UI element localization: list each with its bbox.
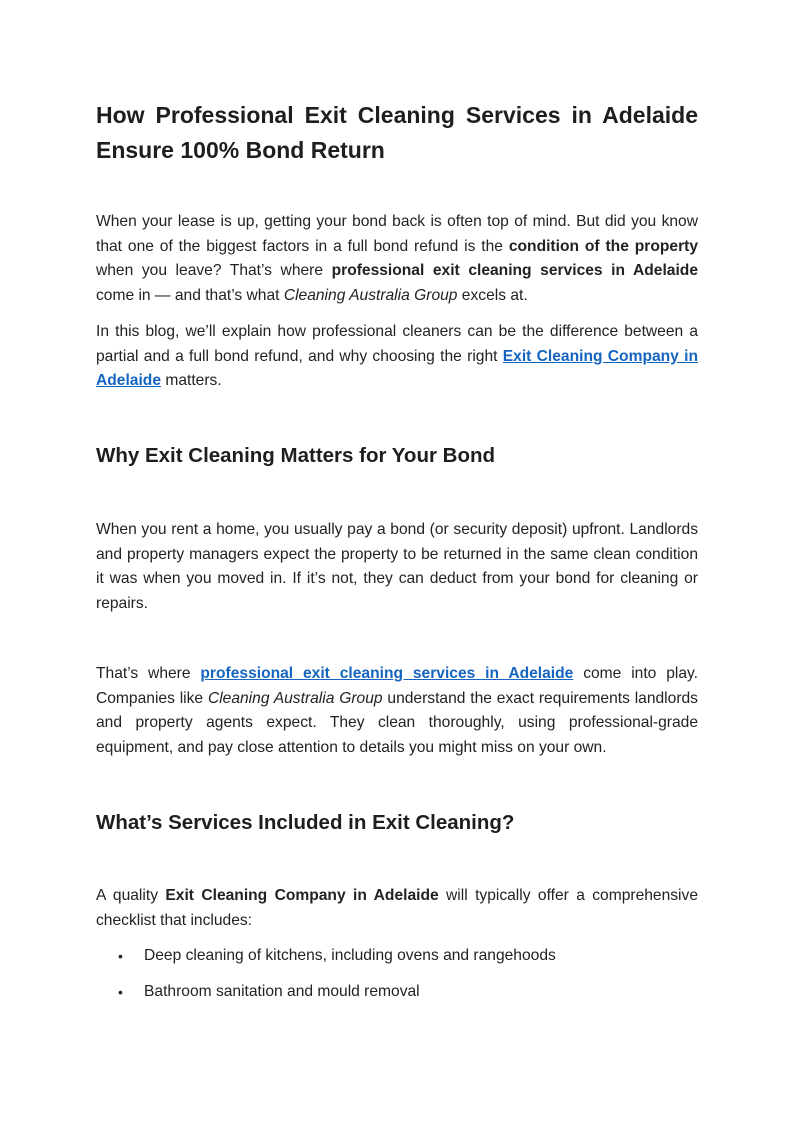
- intro-bold-services: professional exit cleaning services in Adelaide: [331, 262, 698, 280]
- bullet-icon: •: [118, 983, 123, 1000]
- list-item: [96, 980, 698, 1005]
- intro-bold-condition: condition of the property: [508, 237, 699, 255]
- intro-text-1: When your lease is up, getting your bond back is often top of mind. But did you know that one of the biggest factors in a full bond refund is the: [96, 213, 698, 255]
- services-paragraph: [96, 884, 698, 933]
- bond-paragraph-2: [96, 662, 698, 760]
- bond2-italic-company: Cleaning Australia Group: [207, 689, 383, 707]
- list-item-text: Deep cleaning of kitchens, including ovens and rangehoods: [144, 947, 556, 964]
- intro-text-3: come in — and that’s what: [96, 286, 284, 304]
- intro2-text-2: matters.: [161, 372, 222, 390]
- list-item-text: Bathroom sanitation and mould removal: [144, 982, 420, 1000]
- bullet-icon: •: [118, 948, 123, 964]
- services-checklist: [96, 944, 698, 1015]
- exit-cleaning-services-link[interactable]: professional exit cleaning services in Adelaide: [200, 665, 574, 682]
- services-bold-company: Exit Cleaning Company in Adelaide: [165, 887, 439, 904]
- section-heading-services: What’s Services Included in Exit Cleaning?: [96, 811, 515, 834]
- bond2-text-1: That’s where: [96, 665, 201, 682]
- intro-italic-company: Cleaning Australia Group: [283, 286, 458, 304]
- section-heading-bond: Why Exit Cleaning Matters for Your Bond: [96, 444, 496, 467]
- list-item: [96, 944, 698, 969]
- intro-text-4: excels at.: [457, 286, 528, 304]
- intro-text-2: when you leave? That’s where: [96, 262, 332, 280]
- bond2-text-3: understand the exact requirements landlords and property agents expect. They clean thoroughly, using professional-grade equipment, and pay close attention to details you might miss on your own.: [96, 689, 698, 756]
- services-text-1: A quality: [96, 887, 166, 904]
- exit-cleaning-company-link[interactable]: Exit Cleaning Company in Adelaide: [96, 347, 699, 390]
- bond2-text-2: come into play. Companies like: [96, 665, 698, 707]
- bond-paragraph-1: When you rent a home, you usually pay a bond (or security deposit) upfront. Landlords and property managers expect the property to be returned in the same clean condition it was when you moved in. If it’s not, they can deduct from your bond for cleaning or repairs.: [96, 521, 698, 612]
- intro-paragraph-1: [96, 210, 698, 308]
- intro-paragraph-2: [96, 320, 698, 394]
- page-title: How Professional Exit Cleaning Services in Adelaide Ensure 100% Bond Return: [96, 102, 698, 163]
- services-text-2: will typically offer a comprehensive checklist that includes:: [96, 887, 698, 929]
- intro2-text-1: In this blog, we’ll explain how professional cleaners can be the difference between a partial and a full bond refund, and why choosing the right: [96, 323, 698, 365]
